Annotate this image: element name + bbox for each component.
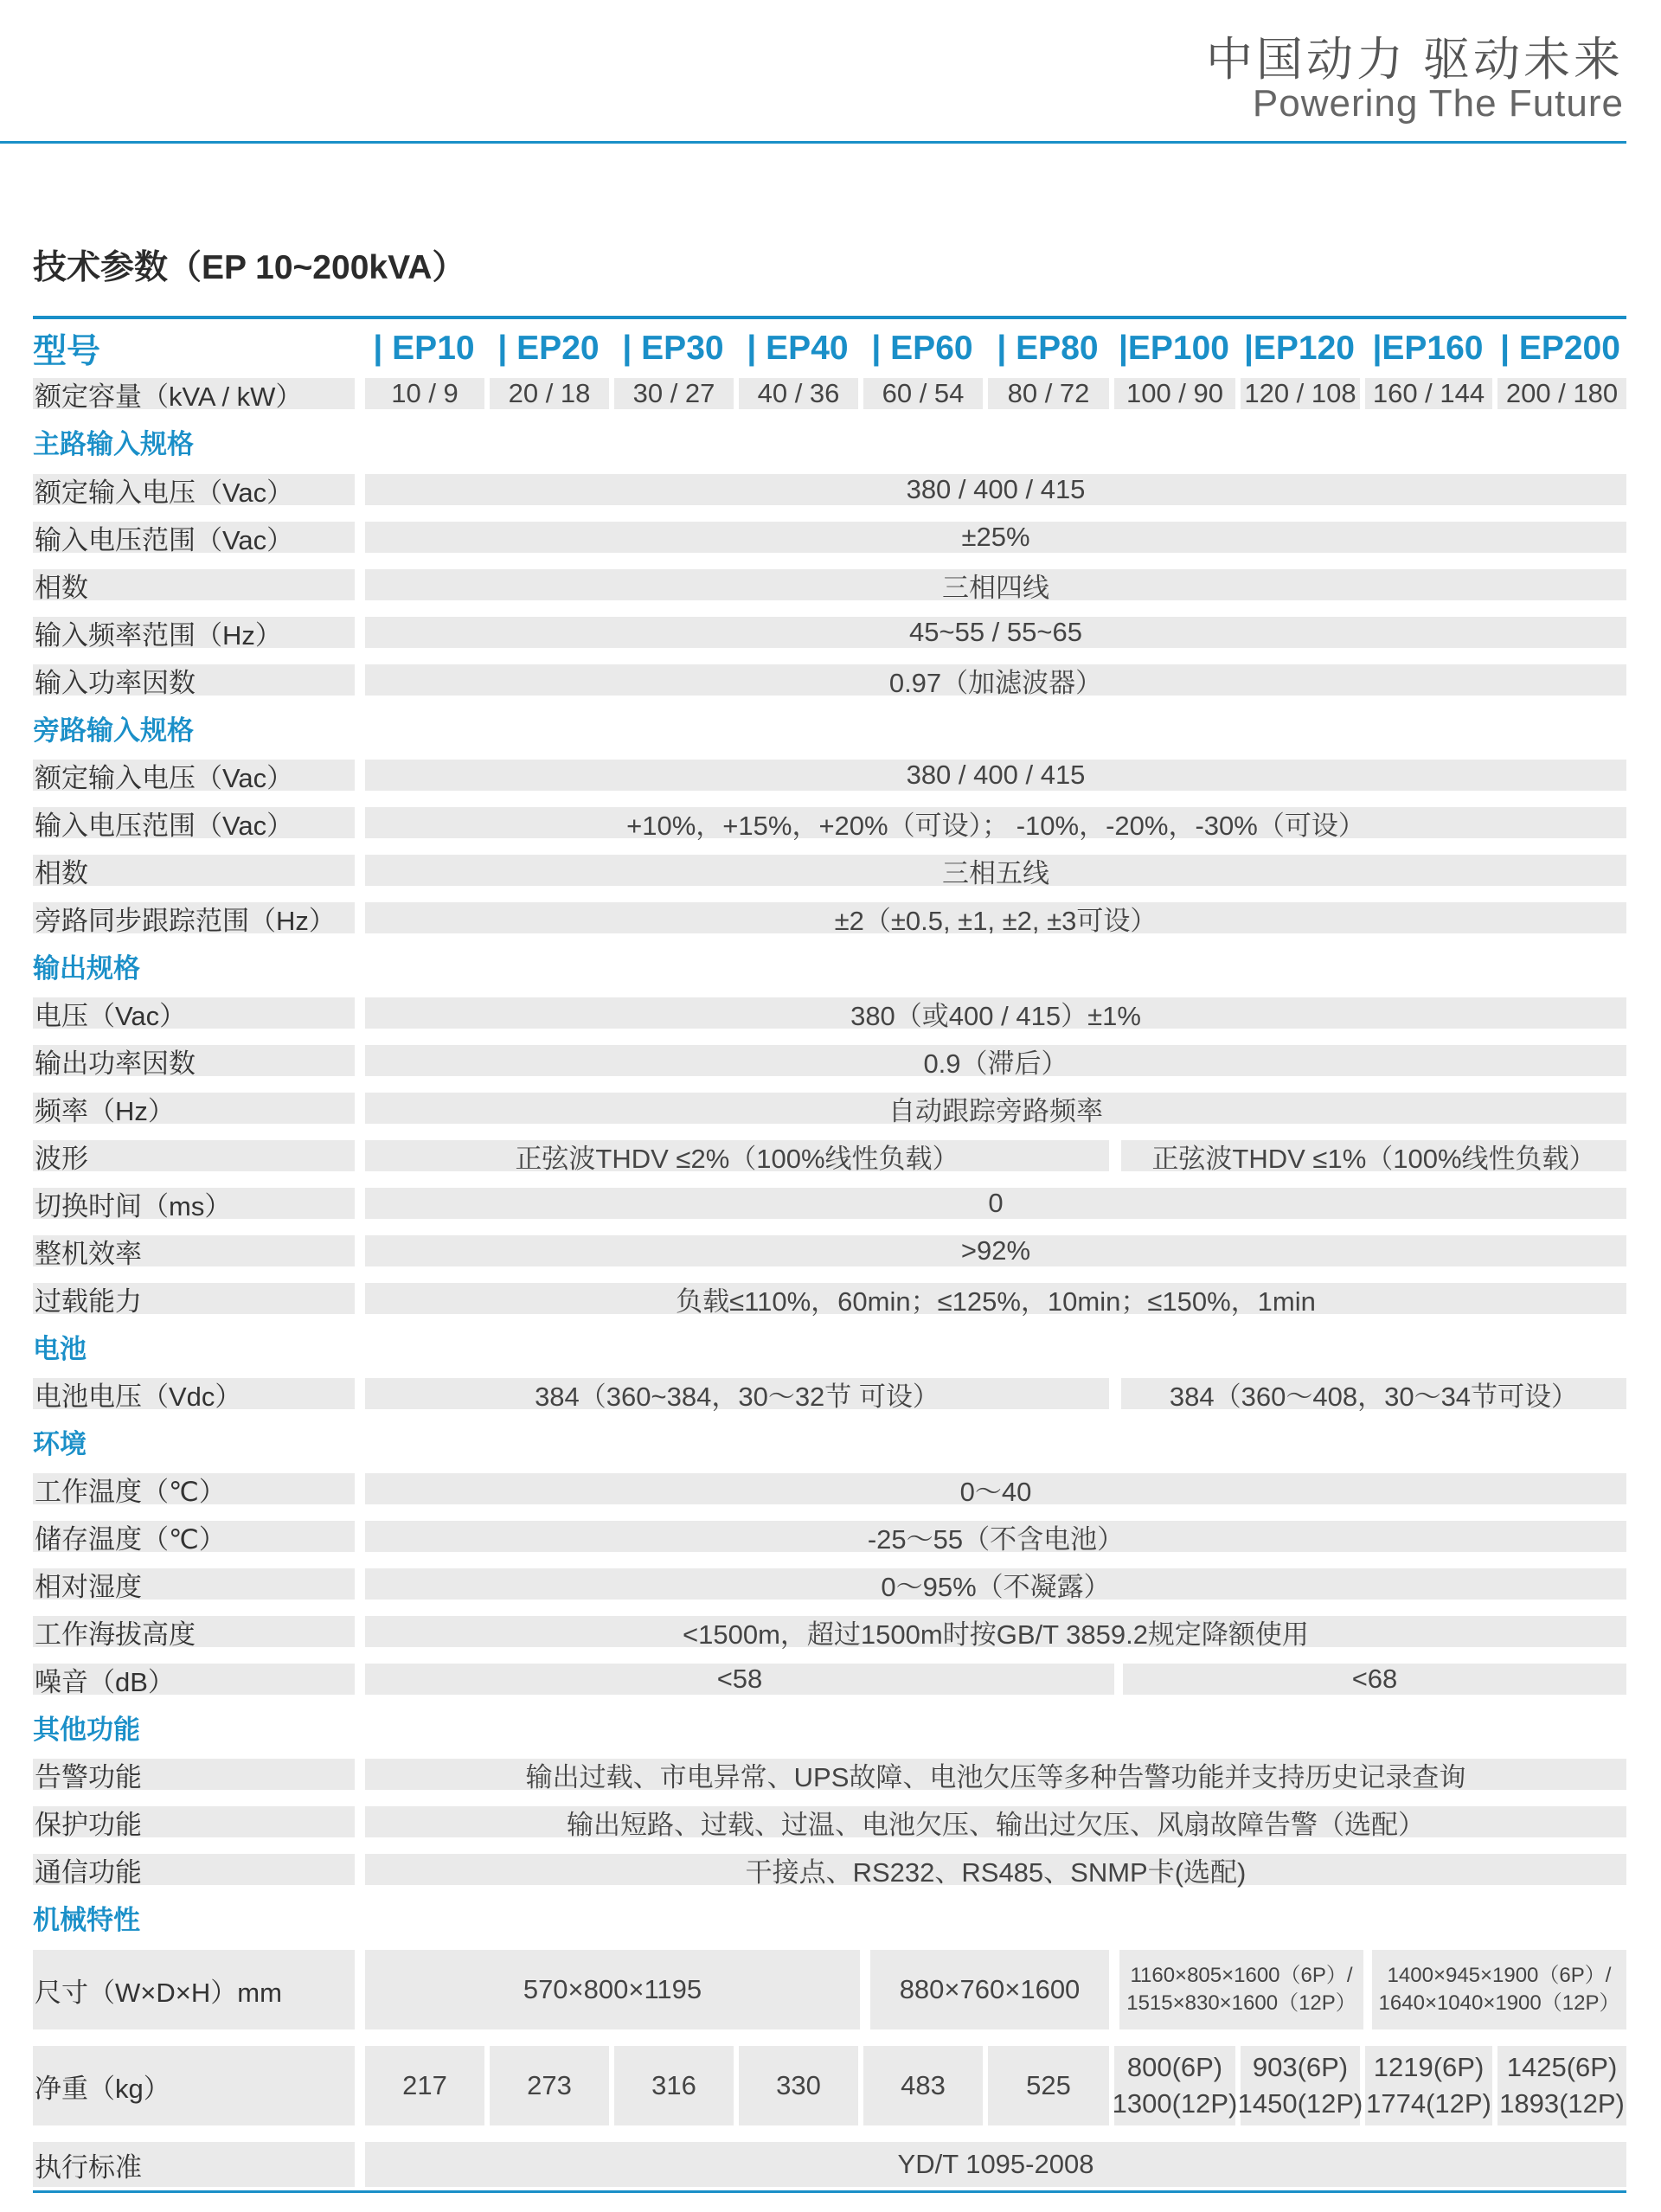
output-voltage-value: 380（或400 / 415）±1% [365, 997, 1626, 1029]
env-noise-value-small: <58 [365, 1664, 1114, 1695]
weight-ep10: 217 [365, 2046, 484, 2125]
bypass-voltage-range-value: +10%，+15%，+20%（可设）； -10%，-20%，-30%（可设） [365, 807, 1626, 838]
other-protection-value: 输出短路、过载、过温、电池欠压、输出过欠压、风扇故障告警（选配） [365, 1806, 1626, 1837]
other-protection-label: 保护功能 [33, 1806, 355, 1837]
model-name: EP160 [1382, 330, 1484, 367]
dimensions-ep10-ep40: 570×800×1195 [365, 1950, 860, 2029]
model-name: EP120 [1253, 330, 1356, 367]
standard-label: 执行标准 [33, 2142, 355, 2187]
weight-6p: 800(6P) [1126, 2052, 1223, 2083]
main-power-factor-label: 输入功率因数 [33, 664, 355, 696]
model-ep30: | EP30 [622, 330, 724, 367]
weight-6p: 903(6P) [1252, 2052, 1349, 2083]
capacity-ep20: 20 / 18 [490, 378, 609, 409]
output-power-factor-label: 输出功率因数 [33, 1045, 355, 1076]
output-transfer-time-label: 切换时间（ms） [33, 1188, 355, 1219]
section-main-input: 主路输入规格 [33, 428, 194, 459]
env-humidity-value: 0～95%（不凝露） [365, 1568, 1626, 1600]
env-operating-temp-value: 0～40 [365, 1473, 1626, 1504]
weight-6p: 1219(6P) [1373, 2052, 1485, 2083]
env-noise-value-large: <68 [1123, 1664, 1626, 1695]
table-top-divider [33, 316, 1626, 319]
model-ep160: | EP160 [1372, 330, 1484, 367]
battery-voltage-value-large: 384（360～408，30～34节可设） [1121, 1378, 1626, 1409]
env-operating-temp-label: 工作温度（℃） [33, 1473, 355, 1504]
main-voltage-value: 380 / 400 / 415 [365, 474, 1626, 505]
output-overload-label: 过载能力 [33, 1283, 355, 1314]
weight-ep30: 316 [614, 2046, 734, 2125]
table-bottom-divider [33, 2190, 1626, 2193]
weight-12p: 1300(12P) [1112, 2088, 1238, 2119]
model-name: EP40 [766, 330, 849, 367]
capacity-ep40: 40 / 36 [739, 378, 858, 409]
section-bypass-input: 旁路输入规格 [33, 715, 194, 746]
dimensions-ep60-ep80: 880×760×1600 [870, 1950, 1109, 2029]
dimensions-6p: 1160×805×1600（6P）/ [1130, 1963, 1353, 1987]
weight-6p: 1425(6P) [1506, 2052, 1618, 2083]
weight-ep20: 273 [490, 2046, 609, 2125]
other-communication-label: 通信功能 [33, 1854, 355, 1885]
main-phases-value: 三相四线 [365, 569, 1626, 600]
battery-voltage-label: 电池电压（Vdc） [33, 1378, 355, 1409]
model-name: EP30 [641, 330, 724, 367]
standard-value: YD/T 1095-2008 [365, 2142, 1626, 2187]
weight-ep160 [1365, 2046, 1492, 2125]
dimensions-label: 尺寸（W×D×H）mm [33, 1950, 355, 2029]
weight-ep40: 330 [739, 2046, 858, 2125]
model-ep100: | EP100 [1118, 330, 1230, 367]
output-overload-value: 负载≤110%，60min；≤125%，10min；≤150%，1min [365, 1283, 1626, 1314]
dimensions-12p: 1515×830×1600（12P） [1126, 1991, 1356, 2015]
slogan-english: Powering The Future [1252, 82, 1624, 125]
weight-ep200 [1497, 2046, 1626, 2125]
env-altitude-value: <1500m，超过1500m时按GB/T 3859.2规定降额使用 [365, 1616, 1626, 1647]
section-environment: 环境 [33, 1428, 87, 1459]
bypass-sync-range-label: 旁路同步跟踪范围（Hz） [33, 902, 355, 933]
weight-12p: 1893(12P) [1499, 2088, 1625, 2119]
capacity-ep160: 160 / 144 [1365, 378, 1492, 409]
slogan-chinese: 中国动力 驱动未来 [1205, 34, 1624, 86]
main-power-factor-value: 0.97（加滤波器） [365, 664, 1626, 696]
main-freq-range-value: 45~55 / 55~65 [365, 617, 1626, 648]
section-output: 输出规格 [33, 952, 140, 984]
output-transfer-time-value: 0 [365, 1188, 1626, 1219]
other-alarm-label: 告警功能 [33, 1759, 355, 1790]
weight-ep80: 525 [988, 2046, 1109, 2125]
env-altitude-label: 工作海拔高度 [33, 1616, 355, 1647]
model-name: EP100 [1127, 330, 1230, 367]
dimensions-6p: 1400×945×1900（6P）/ [1387, 1963, 1612, 1987]
section-battery: 电池 [33, 1333, 87, 1364]
model-ep120: | EP120 [1243, 330, 1356, 367]
env-storage-temp-value: -25～55（不含电池） [365, 1521, 1626, 1552]
weight-12p: 1450(12P) [1237, 2088, 1363, 2119]
bypass-voltage-range-label: 输入电压范围（Vac） [33, 807, 355, 838]
model-ep20: | EP20 [497, 330, 600, 367]
page-title: 技术参数（EP 10~200kVA） [33, 249, 466, 286]
bypass-voltage-value: 380 / 400 / 415 [365, 760, 1626, 791]
output-waveform-value-small: 正弦波THDV ≤2%（100%线性负载） [365, 1140, 1109, 1171]
capacity-ep60: 60 / 54 [863, 378, 983, 409]
main-voltage-label: 额定输入电压（Vac） [33, 474, 355, 505]
header-divider [0, 141, 1626, 144]
capacity-ep80: 80 / 72 [988, 378, 1109, 409]
output-efficiency-label: 整机效率 [33, 1235, 355, 1266]
model-name: EP200 [1518, 330, 1620, 367]
model-name: EP80 [1016, 330, 1099, 367]
weight-ep120 [1237, 2046, 1363, 2125]
section-mechanical: 机械特性 [33, 1904, 140, 1935]
dimensions-ep160-ep200 [1372, 1950, 1626, 2029]
env-storage-temp-label: 储存温度（℃） [33, 1521, 355, 1552]
output-frequency-label: 频率（Hz） [33, 1093, 355, 1124]
output-waveform-value-large: 正弦波THDV ≤1%（100%线性负载） [1121, 1140, 1626, 1171]
bypass-voltage-label: 额定输入电压（Vac） [33, 760, 355, 791]
main-phases-label: 相数 [33, 569, 355, 600]
model-ep40: | EP40 [747, 330, 849, 367]
weight-ep60: 483 [863, 2046, 983, 2125]
model-name: EP20 [516, 330, 600, 367]
bypass-phases-value: 三相五线 [365, 855, 1626, 886]
output-efficiency-value: >92% [365, 1235, 1626, 1266]
env-noise-label: 噪音（dB） [33, 1664, 355, 1695]
dimensions-12p: 1640×1040×1900（12P） [1378, 1991, 1620, 2015]
main-voltage-range-value: ±25% [365, 522, 1626, 553]
model-ep80: | EP80 [997, 330, 1099, 367]
model-header-label: 型号 [33, 333, 101, 370]
capacity-label: 额定容量（kVA / kW） [33, 378, 355, 409]
other-alarm-value: 输出过载、市电异常、UPS故障、电池欠压等多种告警功能并支持历史记录查询 [365, 1759, 1626, 1790]
output-waveform-label: 波形 [33, 1140, 355, 1171]
capacity-ep120: 120 / 108 [1241, 378, 1360, 409]
bypass-phases-label: 相数 [33, 855, 355, 886]
bypass-sync-range-value: ±2（±0.5, ±1, ±2, ±3可设） [365, 902, 1626, 933]
capacity-ep200: 200 / 180 [1497, 378, 1626, 409]
model-name: EP60 [890, 330, 973, 367]
model-ep60: | EP60 [871, 330, 973, 367]
section-other-functions: 其他功能 [33, 1714, 140, 1745]
capacity-ep10: 10 / 9 [365, 378, 484, 409]
model-ep10: | EP10 [373, 330, 475, 367]
env-humidity-label: 相对湿度 [33, 1568, 355, 1600]
output-power-factor-value: 0.9（滞后） [365, 1045, 1626, 1076]
model-ep200: | EP200 [1500, 330, 1620, 367]
output-voltage-label: 电压（Vac） [33, 997, 355, 1029]
output-frequency-value: 自动跟踪旁路频率 [365, 1093, 1626, 1124]
weight-12p: 1774(12P) [1366, 2088, 1491, 2119]
other-communication-value: 干接点、RS232、RS485、SNMP卡(选配) [365, 1854, 1626, 1885]
model-name: EP10 [392, 330, 475, 367]
weight-label: 净重（kg） [33, 2046, 355, 2125]
battery-voltage-value-small: 384（360~384，30～32节 可设） [365, 1378, 1109, 1409]
capacity-ep100: 100 / 90 [1114, 378, 1235, 409]
main-voltage-range-label: 输入电压范围（Vac） [33, 522, 355, 553]
main-freq-range-label: 输入频率范围（Hz） [33, 617, 355, 648]
capacity-ep30: 30 / 27 [614, 378, 734, 409]
dimensions-ep100-ep120 [1119, 1950, 1363, 2029]
weight-ep100 [1112, 2046, 1238, 2125]
